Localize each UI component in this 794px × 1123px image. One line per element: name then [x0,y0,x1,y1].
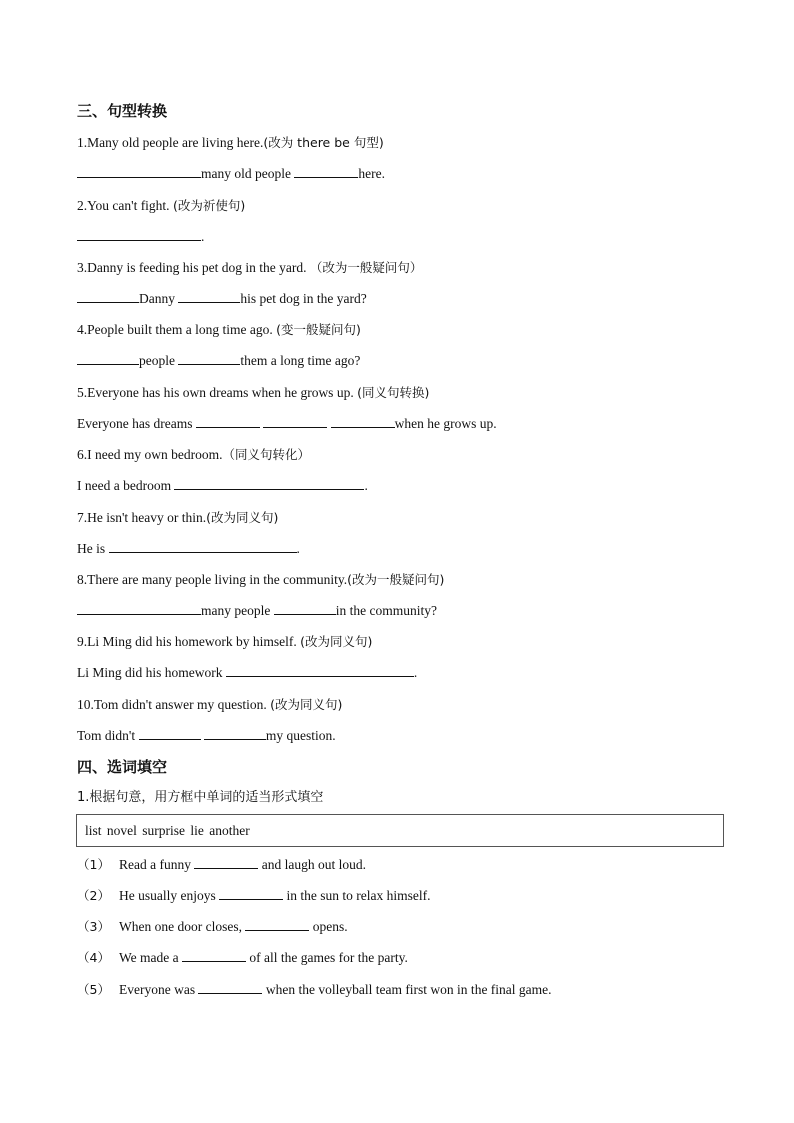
word-box: list novel surprise lie another [76,814,724,847]
answer-8: many people in the community? [77,602,437,620]
blank[interactable] [77,228,201,241]
answer-3: Danny his pet dog in the yard? [77,290,367,308]
blank[interactable] [294,165,358,178]
blank[interactable] [331,415,395,428]
blank[interactable] [77,290,139,303]
answer-9: Li Ming did his homework . [77,665,418,680]
blank[interactable] [77,165,201,178]
blank[interactable] [219,887,283,900]
answer-6: I need a bedroom . [77,478,368,493]
section4-instruction: 1.根据句意，用方框中单词的适当形式填空 [77,790,324,805]
blank[interactable] [77,602,201,615]
question-7: 7.He isn't heavy or thin.(改为同义句) [77,510,279,525]
section3-title: 三、句型转换 [77,102,168,120]
fill-item-2: （2） He usually enjoys in the sun to relax himself. [77,888,431,903]
blank[interactable] [77,352,139,365]
answer-7: He is . [77,541,300,556]
question-8: 8.There are many people living in the community.(改为一般疑问句) [77,572,445,587]
blank[interactable] [226,664,414,677]
question-1: 1.Many old people are living here.(改为 there be 句型) [77,135,384,150]
section4-title: 四、选词填空 [77,758,168,776]
fill-item-4: （4） We made a of all the games for the party. [77,950,408,965]
blank[interactable] [274,602,336,615]
blank[interactable] [198,981,262,994]
blank[interactable] [204,727,266,740]
blank[interactable] [178,290,240,303]
answer-2: . [77,228,204,246]
question-9: 9.Li Ming did his homework by himself. (改为同义句) [77,634,373,649]
answer-10: Tom didn't my question. [77,728,336,743]
fill-item-5: （5） Everyone was when the volleyball team first won in the final game. [77,982,552,997]
answer-5: Everyone has dreams when he grows up. [77,416,497,431]
blank[interactable] [182,949,246,962]
blank[interactable] [139,727,201,740]
answer-1: many old people here. [77,165,385,183]
blank[interactable] [263,415,327,428]
question-2: 2.You can't fight. (改为祈使句) [77,198,246,213]
question-3: 3.Danny is feeding his pet dog in the yard. （改为一般疑问句） [77,260,423,275]
blank[interactable] [178,352,240,365]
question-6: 6.I need my own bedroom.（同义句转化） [77,447,310,462]
question-5: 5.Everyone has his own dreams when he grows up. (同义句转换) [77,385,430,400]
answer-4: people them a long time ago? [77,352,360,370]
blank[interactable] [109,540,297,553]
question-10: 10.Tom didn't answer my question. (改为同义句) [77,697,343,712]
blank[interactable] [174,477,364,490]
blank[interactable] [194,856,258,869]
fill-item-1: （1） Read a funny and laugh out loud. [77,857,366,872]
blank[interactable] [245,918,309,931]
fill-item-3: （3） When one door closes, opens. [77,919,348,934]
blank[interactable] [196,415,260,428]
question-4: 4.People built them a long time ago. (变一般疑问句) [77,322,361,337]
